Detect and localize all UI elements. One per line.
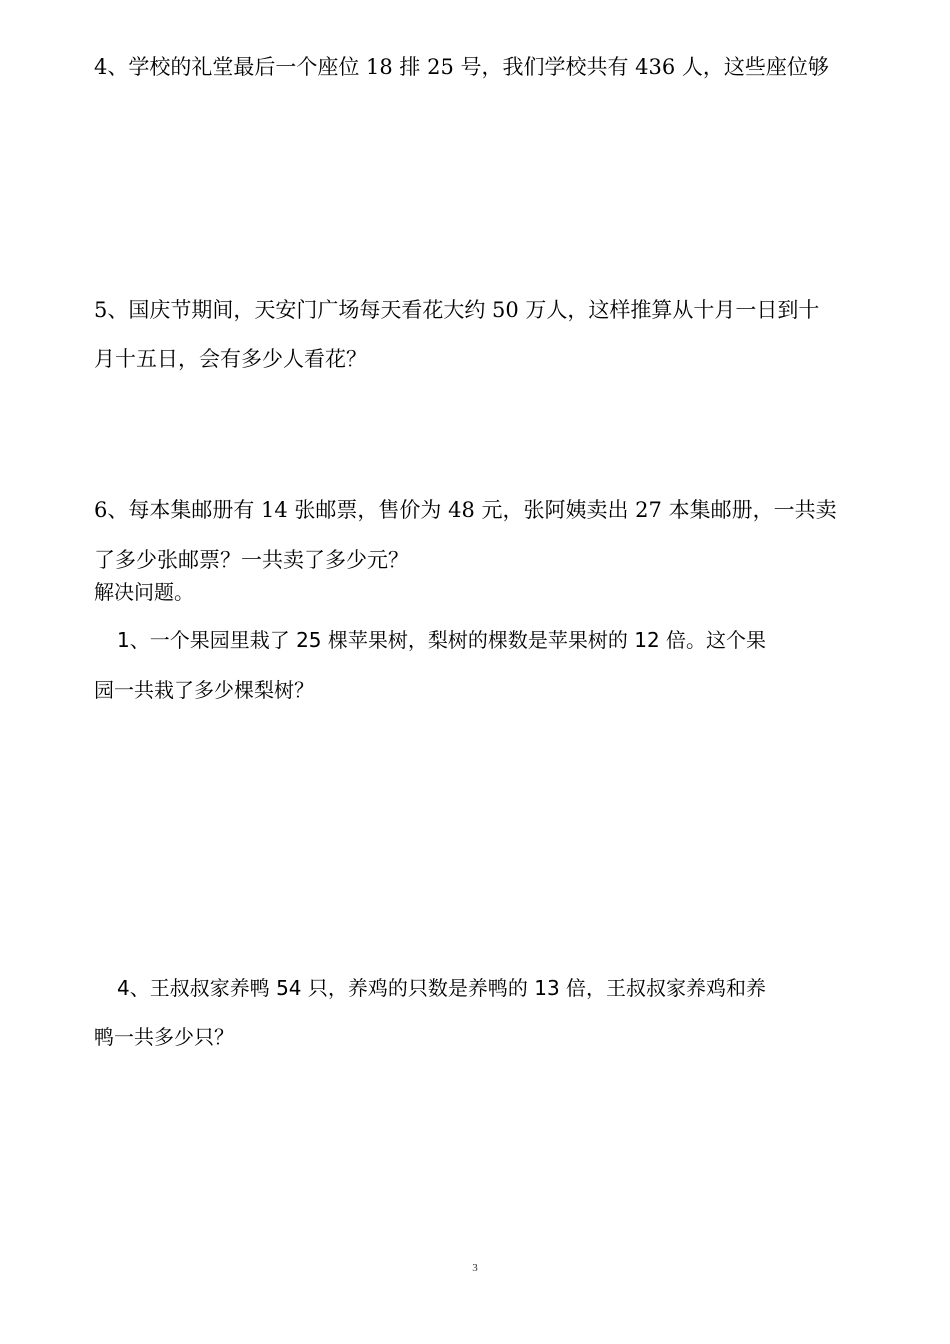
question-4-line-1: 4、学校的礼堂最后一个座位 18 排 25 号，我们学校共有 436 人，这些座位够	[94, 55, 829, 79]
question-5-line-1: 5、国庆节期间，天安门广场每天看花大约 50 万人，这样推算从十月一日到十	[94, 298, 820, 322]
page-number: 3	[472, 1262, 478, 1274]
question-6-line-1: 6、每本集邮册有 14 张邮票，售价为 48 元，张阿姨卖出 27 本集邮册，一共卖	[94, 498, 837, 522]
section-heading: 解决问题。	[94, 580, 194, 604]
question-6-line-2: 了多少张邮票？一共卖了多少元？	[94, 548, 409, 572]
question-5-line-2: 月十五日，会有多少人看花？	[94, 347, 367, 371]
problem-4-line-1: 4、王叔叔家养鸭 54 只，养鸡的只数是养鸭的 13 倍，王叔叔家养鸡和养	[117, 976, 767, 1000]
problem-1-line-1: 1、一个果园里栽了 25 棵苹果树，梨树的棵数是苹果树的 12 倍。这个果	[117, 628, 767, 652]
problem-4-line-2: 鸭一共多少只？	[94, 1025, 234, 1049]
problem-1-line-2: 园一共栽了多少棵梨树？	[94, 678, 314, 702]
